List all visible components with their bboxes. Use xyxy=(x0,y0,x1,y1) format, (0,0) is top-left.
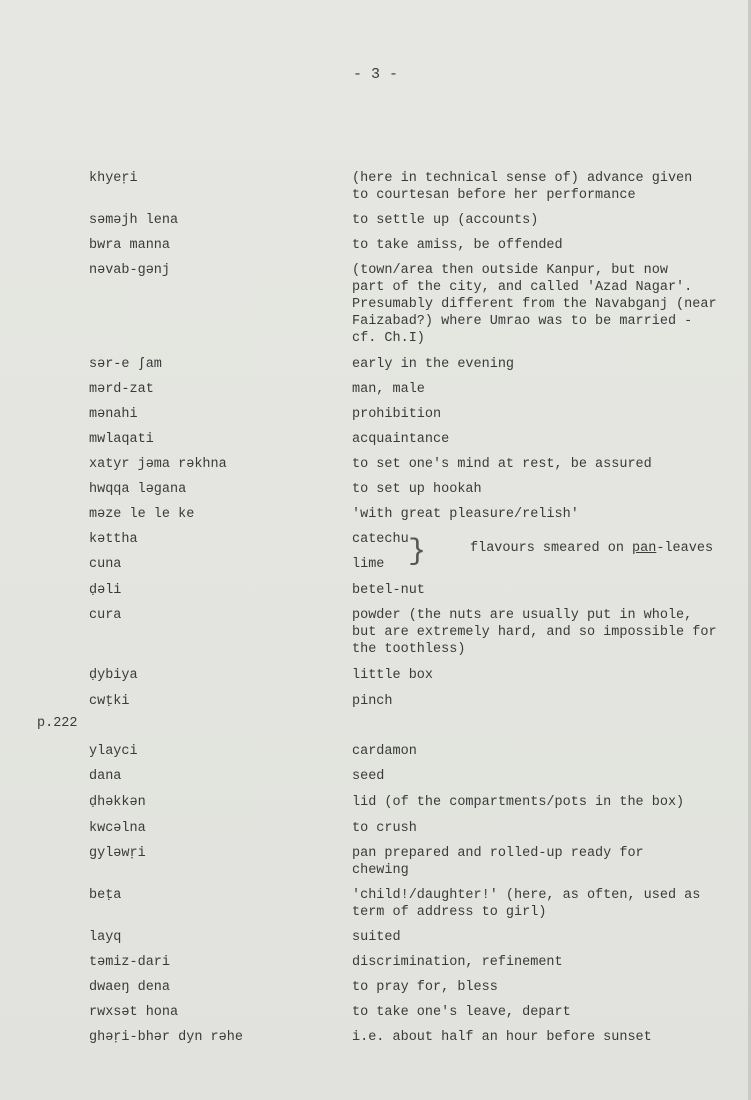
glossary-definition: to settle up (accounts) xyxy=(352,213,539,228)
glossary-term: ḍybiya xyxy=(89,668,138,683)
glossary-definition: lid (of the compartments/pots in the box) xyxy=(352,795,685,810)
glossary-term: ghəṛi-bhər dyn rəhe xyxy=(89,1030,243,1045)
glossary-definition: to take amiss, be offended xyxy=(352,238,563,253)
glossary-term: gyləwṛi xyxy=(89,846,146,861)
flavours-note: flavours smeared on pan-leaves xyxy=(470,541,714,556)
glossary-term: layq xyxy=(89,930,122,945)
glossary-term: khyeṛi xyxy=(89,171,138,186)
glossary-definition: lime xyxy=(352,557,385,572)
glossary-definition: betel-nut xyxy=(352,583,425,598)
glossary-term: dwaeŋ dena xyxy=(89,980,171,995)
glossary-definition: cardamon xyxy=(352,744,417,759)
glossary-definition: catechu xyxy=(352,532,409,547)
glossary-definition: (town/area then outside Kanpur, but now part of the city, and called 'Azad Nagar'. Presumably different from the Navabganj (near Faizabad?) where Umrao was to be married - cf. Ch.I) xyxy=(352,263,717,346)
glossary-term: hwqqa ləgana xyxy=(89,482,187,497)
glossary-term: mərd-zat xyxy=(89,382,154,397)
glossary-term: səməjh lena xyxy=(89,213,179,228)
glossary-term: nəvab-gənj xyxy=(89,263,171,278)
glossary-term: kəttha xyxy=(89,532,138,547)
page-reference: p.222 xyxy=(37,716,78,731)
grouping-brace: } xyxy=(408,535,427,569)
glossary-term: dana xyxy=(89,769,122,784)
glossary-term: ylayci xyxy=(89,744,138,759)
glossary-definition: pinch xyxy=(352,694,393,709)
glossary-definition: 'with great pleasure/relish' xyxy=(352,507,579,522)
glossary-term: cuna xyxy=(89,557,122,572)
glossary-definition: discrimination, refinement xyxy=(352,955,563,970)
glossary-term: təmiz-dari xyxy=(89,955,171,970)
glossary-term: bwra manna xyxy=(89,238,171,253)
glossary-term: beṭa xyxy=(89,888,122,903)
glossary-definition: man, male xyxy=(352,382,425,397)
glossary-term: məze le le ke xyxy=(89,507,195,522)
glossary-definition: (here in technical sense of) advance given to courtesan before her performance xyxy=(352,171,693,203)
glossary-term: cwṭki xyxy=(89,694,130,709)
glossary-term: ḍhəkkən xyxy=(89,795,146,810)
glossary-definition: to crush xyxy=(352,821,417,836)
glossary-term: mənahi xyxy=(89,407,138,422)
glossary-definition: suited xyxy=(352,930,401,945)
glossary-term: mwlaqati xyxy=(89,432,154,447)
glossary-term: cura xyxy=(89,608,122,623)
glossary-definition: to set up hookah xyxy=(352,482,482,497)
glossary-term: kwcəlna xyxy=(89,821,146,836)
page-number: - 3 - xyxy=(352,66,398,83)
glossary-term: rwxsət hona xyxy=(89,1005,179,1020)
glossary-definition: to take one's leave, depart xyxy=(352,1005,571,1020)
glossary-definition: i.e. about half an hour before sunset xyxy=(352,1030,652,1045)
glossary-term: sər-e ʃam xyxy=(89,357,162,372)
glossary-definition: to set one's mind at rest, be assured xyxy=(352,457,652,472)
glossary-definition: to pray for, bless xyxy=(352,980,498,995)
glossary-definition: acquaintance xyxy=(352,432,450,447)
glossary-definition: prohibition xyxy=(352,407,442,422)
glossary-term: ḍəli xyxy=(89,583,122,598)
glossary-definition: little box xyxy=(352,668,434,683)
glossary-definition: early in the evening xyxy=(352,357,515,372)
glossary-definition: powder (the nuts are usually put in whole, but are extremely hard, and so impossible for the toothless) xyxy=(352,608,717,657)
glossary-definition: 'child!/daughter!' (here, as often, used as term of address to girl) xyxy=(352,888,701,920)
glossary-definition: seed xyxy=(352,769,385,784)
glossary-definition: pan prepared and rolled-up ready for chewing xyxy=(352,846,644,878)
glossary-term: xatyr jəma rəkhna xyxy=(89,457,227,472)
